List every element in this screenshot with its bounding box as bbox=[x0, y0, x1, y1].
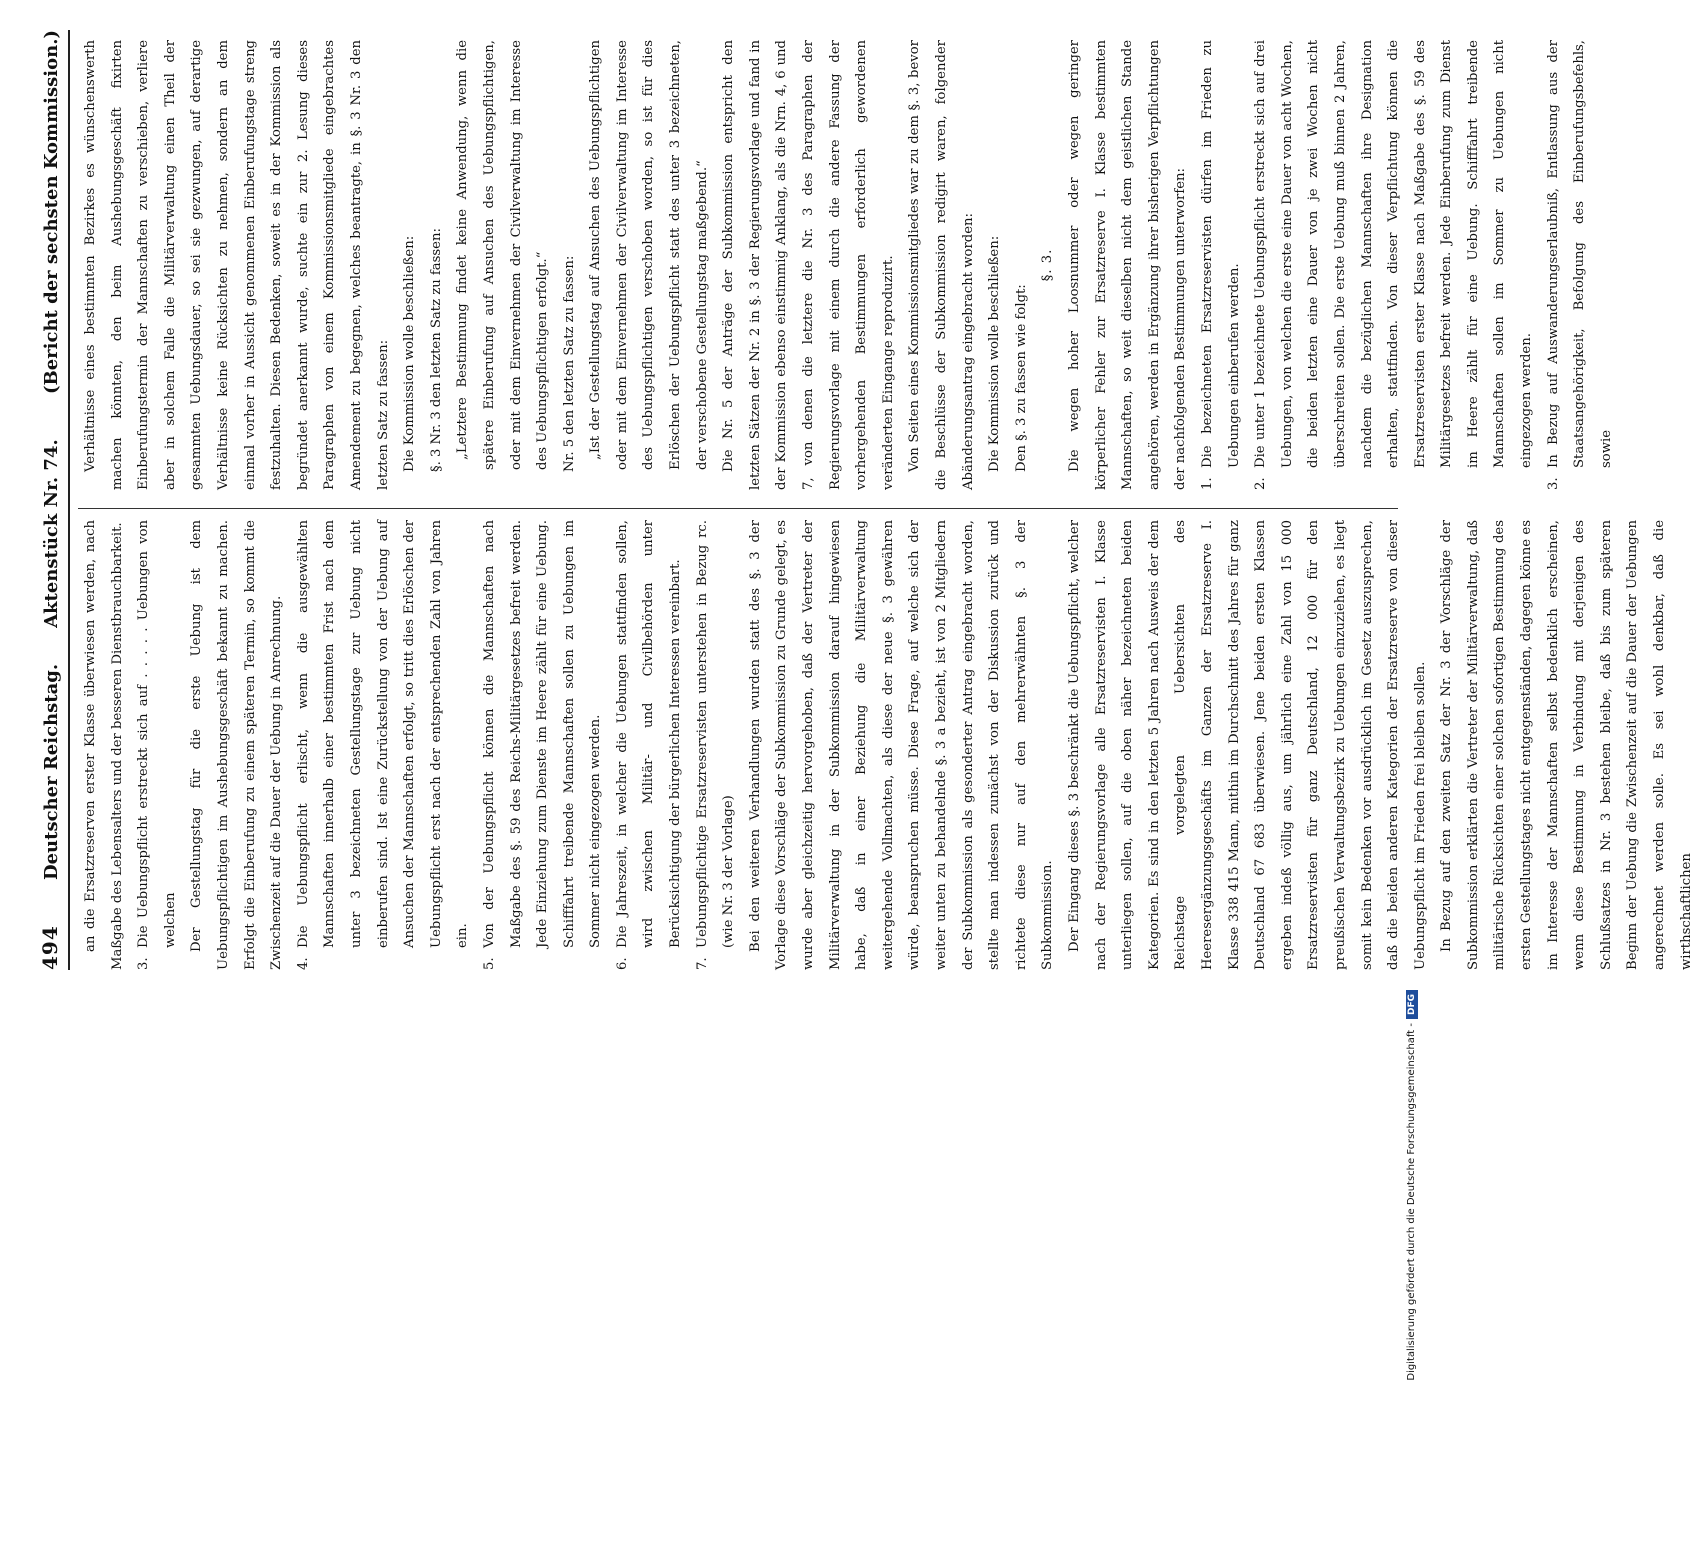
numbered-item bbox=[291, 520, 477, 970]
paragraph: In Bezug auf den zweiten Satz der Nr. 3 der Vorschläge der Subkommission erklärten die Vertreter der Militärverwaltung, daß militärische Rücksichten einer solchen sofortigen Bestimmung des ersten Gestellungstages nicht entgegenständen, dagegen könne es im Interesse der Mannschaften selbst bedenklich erscheinen, wenn diese Bestimmung in Verbindung mit derjenigen des Schlußsatzes in Nr. 3 bestehen bleibe, daß bis zum späteren Beginn der Uebung die Zwischenzeit auf die Dauer der Uebungen angerechnet werden solle. Es sei wohl denkbar, daß die wirthschaftlichen bbox=[1439, 520, 1694, 970]
item-number: 6. bbox=[614, 957, 630, 970]
numbered-item bbox=[690, 520, 743, 970]
funding-note bbox=[1406, 990, 1418, 1550]
paragraph: Die Kommission wolle beschließen: bbox=[987, 235, 1003, 472]
item-number: 3. bbox=[136, 957, 152, 970]
paragraph: Von Seiten eines Kommissionsmitgliedes war zu dem §. 3, bevor die Beschlüsse der Subkommission redigirt waren, folgender Abänderungsantrag eingebracht worden: bbox=[907, 40, 976, 490]
item-text: Die Uebungspflicht erstreckt sich auf . . . . . Uebungen von welchen bbox=[136, 520, 178, 948]
section-heading: §. 3. bbox=[1040, 248, 1056, 282]
dfg-logo: DFG bbox=[1406, 990, 1418, 1019]
numbered-item bbox=[477, 520, 610, 970]
numbered-item bbox=[1195, 40, 1248, 490]
paragraph: Die Kommission wolle beschließen: bbox=[402, 235, 418, 472]
paragraph: Verhältnisse eines bestimmten Bezirkes es wünschenswerth machen könnten, den beim Aushebungsgeschäft fixirten Einberufungstermin der Mannschaften zu verschieben, verliere aber in solchem Falle die Militärverwaltung einen Theil der gesammten Uebungsdauer, so sei sie gezwungen, auf derartige Verhältnisse keine Rücksichten zu nehmen, sondern an dem einmal vorher in Aussicht genommenen Einberufungstage streng festzuhalten. Diesen Bedenken, soweit es in der Kommission als begründet anerkannt wurde, suchte ein zur 2. Lesung dieses Paragraphen von einem Kommissionsmitgliede eingebrachtes Amendement zu begegnen, welches beantragte, in §. 3 Nr. 3 den letzten Satz zu fassen: bbox=[83, 40, 391, 490]
paragraph: Die wegen hoher Loosnummer oder wegen geringer körperlicher Fehler zur Ersatzreserve I. Klasse bestimmten Mannschaften, so weit dieselben nicht dem geistlichen Stande angehören, werden in Ergänzung ihrer bisherigen Verpflichtungen der nachfolgenden Bestimmungen unterworfen: bbox=[1066, 40, 1189, 490]
item-text: Die unter 1 bezeichnete Uebungspflicht erstreckt sich auf drei Uebungen, von welchen die erste eine Dauer von acht Wochen, die beiden letzten eine Dauer von je zwei Wochen nicht überschreiten sollen. Die erste Uebung muß binnen 2 Jahren, nachdem die bezüglichen Mannschaften ihre Designation erhalten, stattfinden. Von dieser Verpflichtung können die Ersatzreservisten erster Klasse nach Maßgabe des §. 59 des Militärgesetzes befreit werden. Jede Einberufung zum Dienst im Heere zählt für eine Uebung. Schifffahrt treibende Mannschaften sollen im Sommer zu Uebungen nicht eingezogen werden. bbox=[1253, 40, 1535, 468]
digitization-sidebar bbox=[1402, 0, 1432, 1381]
left-text-column bbox=[78, 520, 1700, 970]
right-text-column bbox=[78, 40, 1620, 490]
item-text: Die bezeichneten Ersatzreservisten dürfen im Frieden zu Uebungen einberufen werden. bbox=[1199, 40, 1242, 468]
numbered-item bbox=[610, 520, 690, 970]
item-number: 4. bbox=[295, 957, 311, 970]
quoted-amendment: „Ist der Gestellungstag auf Ansuchen des Uebungspflichtigen oder mit dem Einvernehmen der Civilverwaltung im Interesse des Uebungspflichtigen verschoben worden, so ist für dies Erlöschen der Uebungspflicht statt des unter 3 bezeichneten, der verschobene Gestellungstag maßgebend.“ bbox=[588, 40, 710, 470]
running-header bbox=[10, 30, 70, 970]
column-divider bbox=[78, 508, 1398, 509]
numbered-item bbox=[1541, 40, 1621, 490]
report-subtitle: (Bericht der sechsten Kommission.) bbox=[41, 30, 62, 394]
quoted-amendment: „Letztere Bestimmung findet keine Anwendung, wenn die spätere Einberufung auf Ansuchen des Uebungspflichtigen, oder mit dem Einvernehmen der Civilverwaltung im Interesse des Uebungspflichtigen erfolgt.“ bbox=[455, 40, 551, 470]
paragraph: Bei den weiteren Verhandlungen wurden statt des §. 3 der Vorlage diese Vorschläge der Subkommission zu Grunde gelegt, es wurde aber gleichzeitig hervorgehoben, daß der Vertreter der Militärverwaltung in der Subkommission darauf hingewiesen habe, daß in einer Beziehung die Militärverwaltung weitergehende Vollmachten, als diese der neue §. 3 gewähren würde, beanspruchen müsse. Diese Frage, auf welche sich der weiter unten zu behandelnde §. 3 a bezieht, ist von 2 Mitgliedern der Subkommission als gesonderter Antrag eingebracht worden, stellte man indessen zunächst von der Diskussion zurück und richtete diese nur auf den mehrerwähnten §. 3 der Subkommission. bbox=[747, 520, 1056, 970]
item-text: Die Jahreszeit, in welcher die Uebungen stattfinden sollen, wird zwischen Militär- und Civilbehörden unter Berücksichtigung der bürgerlichen Interessen vereinbart. bbox=[614, 520, 684, 948]
item-number: 5. bbox=[481, 957, 497, 970]
paragraph: Nr. 5 den letzten Satz zu fassen: bbox=[561, 255, 577, 472]
item-text: Von der Uebungspflicht können die Mannschaften nach Maßgabe des §. 59 des Reichs-Militärgesetzes befreit werden. Jede Einziehung zum Dienste im Heere zählt für eine Uebung. Schifffahrt treibende Mannschaften sollen zu Uebungen im Sommer nicht eingezogen werden. bbox=[481, 520, 604, 948]
numbered-item bbox=[1248, 40, 1541, 490]
publication-title: Deutscher Reichstag. bbox=[41, 663, 62, 881]
item-text: In Bezug auf Auswanderungserlaubniß, Entlassung aus der Staatsangehörigkeit, Befolgung des Einberufungsbefehls, sowie bbox=[1545, 40, 1614, 468]
funding-text: Digitalisierung gefördert durch die Deutsche Forschungsgemeinschaft - bbox=[1406, 1023, 1417, 1381]
numbered-item bbox=[131, 520, 184, 970]
item-number: 1. bbox=[1199, 477, 1215, 490]
paragraph: Der Eingang dieses §. 3 beschränkt die Uebungspflicht, welcher nach der Regierungsvorlage alle Ersatzreservisten I. Klasse unterliegen sollen, auf die oben näher bezeichneten beiden Kategorien. Es sind in den letzten 5 Jahren nach Ausweis der dem Reichstage vorgelegten Uebersichten des Heeresergänzungsgeschäfts im Ganzen der Ersatzreserve I. Klasse 338 415 Mann, mithin im Durchschnitt des Jahres für ganz Deutschland 67 683 überwiesen. Jene beiden ersten Klassen ergeben indeß völlig aus, um jährlich eine Zahl von 15 000 Ersatzreservisten für ganz Deutschland, 12 000 für den preußischen Verwaltungsbezirk zu Uebungen einzuziehen, es liegt somit kein Bedenken vor ausdrücklich im Gesetz auszusprechen, daß die beiden anderen Kategorien der Ersatzreserve von dieser Uebungspflicht im Frieden frei bleiben sollen. bbox=[1066, 520, 1428, 970]
paragraph: §. 3 Nr. 3 den letzten Satz zu fassen: bbox=[428, 228, 444, 472]
running-title bbox=[41, 439, 62, 880]
item-text: Die Uebungspflicht erlischt, wenn die ausgewählten Mannschaften innerhalb einer bestimmten Frist nach dem unter 3 bezeichneten Gestellungstage zur Uebung nicht einberufen sind. Ist eine Zurückstellung von der Uebung auf Ansuchen der Mannschaften erfolgt, so tritt dies Erlöschen der Uebungspflicht erst nach der entsprechenden Zahl von Jahren ein. bbox=[295, 520, 471, 948]
item-number: 2. bbox=[1253, 477, 1269, 490]
paragraph: Die Nr. 5 der Anträge der Subkommission entspricht den letzten Sätzen der Nr. 2 in §. 3 der Regierungsvorlage und fand in der Kommission ebenso einstimmig Anklang, als die Nrn. 4, 6 und 7, von denen die letztere die Nr. 3 des Paragraphen der Regierungsvorlage mit einem durch die andere Fassung der vorhergehenden Bestimmungen erforderlich gewordenen veränderten Eingange reproduzirt. bbox=[721, 40, 896, 490]
paragraph: Der Gestellungstag für die erste Uebung ist dem Uebungspflichtigen im Aushebungsgeschäft bekannt zu machen. Erfolgt die Einberufung zu einem späteren Termin, so kommt die Zwischenzeit auf die Dauer der Uebung in Anrechnung. bbox=[189, 520, 285, 970]
file-number: Aktenstück Nr. 74. bbox=[41, 439, 62, 628]
page-number: 494 bbox=[38, 925, 62, 970]
item-text: Uebungspflichtige Ersatzreservisten unterstehen in Bezug rc. (wie Nr. 3 der Vorlage) bbox=[694, 520, 737, 948]
item-number: 3. bbox=[1545, 477, 1561, 490]
paragraph: an die Ersatzreserven erster Klasse überwiesen werden, nach Maßgabe des Lebensalters und der besseren Dienstbrauchbarkeit. bbox=[83, 520, 125, 970]
paragraph: Den §. 3 zu fassen wie folgt: bbox=[1013, 284, 1029, 472]
item-number: 7. bbox=[694, 957, 710, 970]
